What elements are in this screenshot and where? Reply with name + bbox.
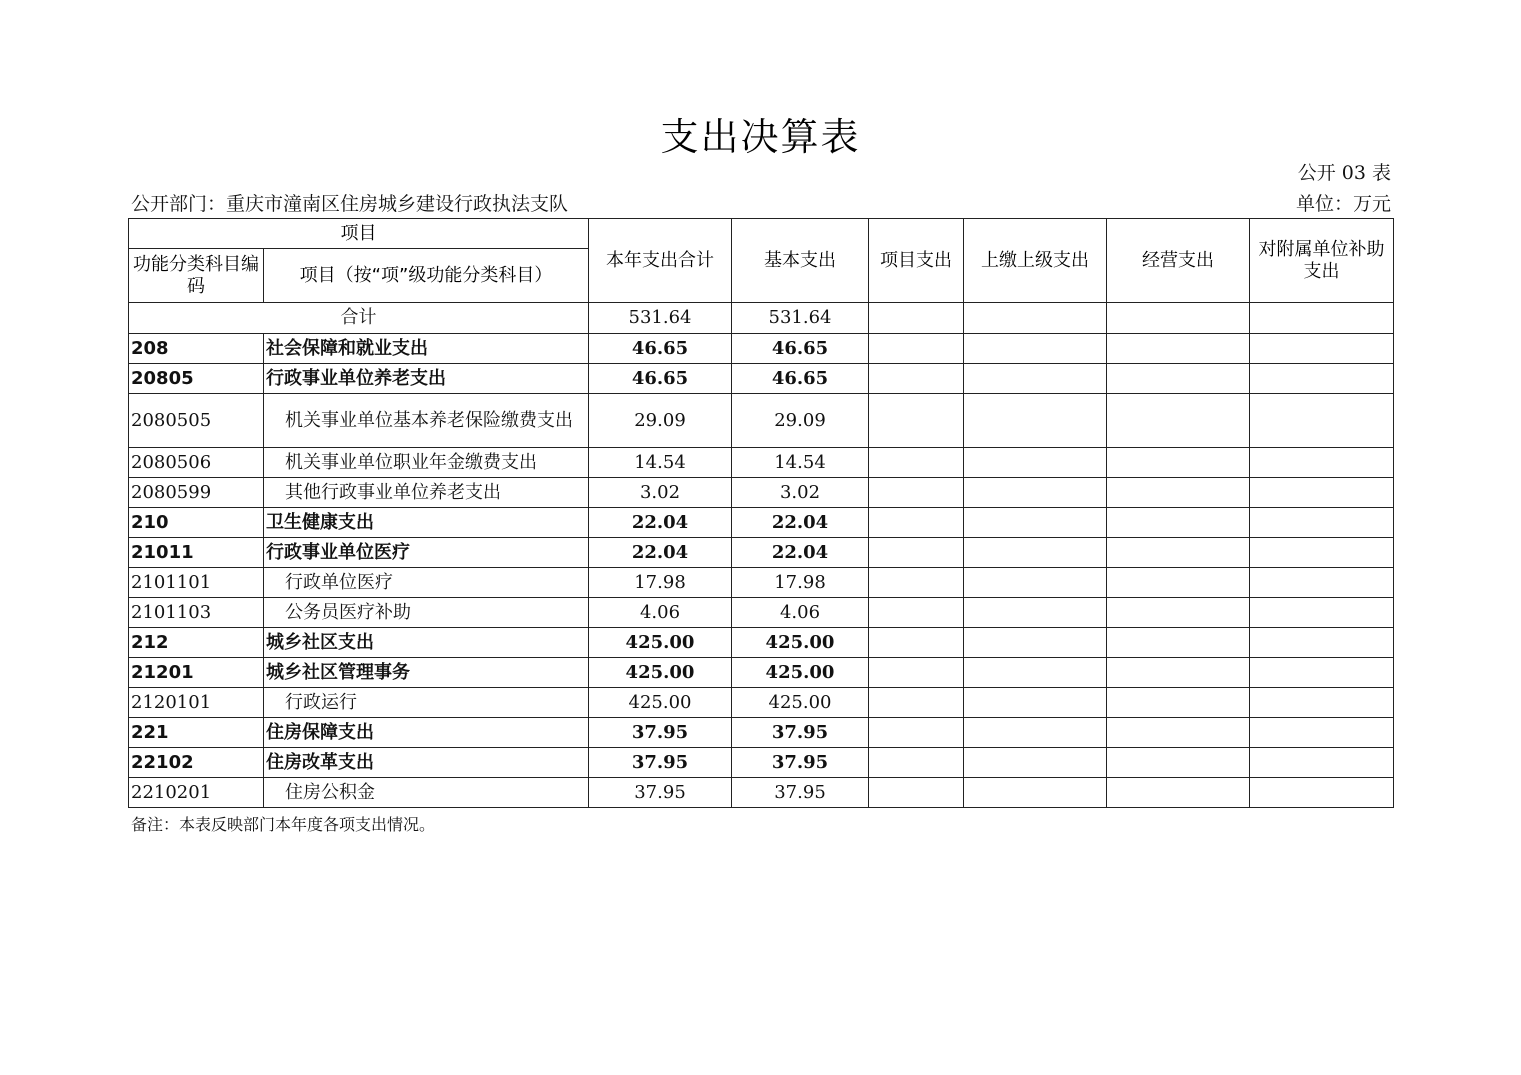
empty-cell (869, 478, 964, 508)
code-cell: 21011 (129, 538, 264, 568)
table-row (129, 718, 1394, 748)
total-row (129, 303, 1394, 334)
header-name: 项目（按“项”级功能分类科目） (264, 249, 589, 303)
empty-cell (1250, 364, 1394, 394)
code-cell: 2210201 (129, 778, 264, 808)
table-row (129, 448, 1394, 478)
empty-cell (869, 748, 964, 778)
code-cell: 21201 (129, 658, 264, 688)
empty-cell (1250, 628, 1394, 658)
empty-cell (1250, 778, 1394, 808)
empty-cell (964, 478, 1107, 508)
empty-cell (1250, 718, 1394, 748)
page-title: 支出决算表 (660, 115, 861, 159)
header-subsidy: 对附属单位补助支出 (1250, 219, 1394, 303)
total-cell: 425.00 (589, 688, 732, 718)
expenditure-table (128, 218, 1394, 808)
basic-cell: 37.95 (732, 778, 869, 808)
table-row (129, 688, 1394, 718)
empty-cell (1107, 688, 1250, 718)
table-row (129, 628, 1394, 658)
empty-cell (964, 303, 1107, 334)
header-project: 项目支出 (869, 219, 964, 303)
empty-cell (1107, 628, 1250, 658)
name-cell: 卫生健康支出 (264, 508, 589, 538)
name-cell: 行政事业单位医疗 (264, 538, 589, 568)
name-cell: 行政单位医疗 (264, 568, 589, 598)
name-cell: 行政事业单位养老支出 (264, 364, 589, 394)
total-cell: 37.95 (589, 748, 732, 778)
empty-cell (869, 364, 964, 394)
total-cell: 46.65 (589, 334, 732, 364)
empty-cell (1250, 688, 1394, 718)
table-body (129, 303, 1394, 808)
basic-cell: 425.00 (732, 628, 869, 658)
total-cell: 14.54 (589, 448, 732, 478)
empty-cell (964, 364, 1107, 394)
basic-cell: 3.02 (732, 478, 869, 508)
table-row (129, 748, 1394, 778)
empty-cell (869, 568, 964, 598)
basic-cell: 425.00 (732, 688, 869, 718)
empty-cell (1250, 448, 1394, 478)
department-label: 公开部门：重庆市潼南区住房城乡建设行政执法支队 (131, 193, 569, 215)
empty-cell (964, 718, 1107, 748)
total-cell: 22.04 (589, 538, 732, 568)
empty-cell (1107, 334, 1250, 364)
basic-cell: 4.06 (732, 598, 869, 628)
name-cell: 社会保障和就业支出 (264, 334, 589, 364)
table-row (129, 598, 1394, 628)
basic-cell: 14.54 (732, 448, 869, 478)
empty-cell (869, 394, 964, 448)
total-label: 合计 (129, 303, 589, 334)
basic-cell: 17.98 (732, 568, 869, 598)
total-cell: 37.95 (589, 778, 732, 808)
total-cell: 4.06 (589, 598, 732, 628)
name-cell: 其他行政事业单位养老支出 (264, 478, 589, 508)
code-cell: 20805 (129, 364, 264, 394)
header-business: 经营支出 (1107, 219, 1250, 303)
empty-cell (1250, 598, 1394, 628)
total-cell: 29.09 (589, 394, 732, 448)
basic-cell: 46.65 (732, 364, 869, 394)
unit-label: 单位：万元 (1295, 193, 1391, 215)
total-cell: 17.98 (589, 568, 732, 598)
code-cell: 221 (129, 718, 264, 748)
basic-cell: 46.65 (732, 334, 869, 364)
form-number: 公开 03 表 (1297, 162, 1391, 184)
empty-cell (964, 598, 1107, 628)
basic-cell: 22.04 (732, 538, 869, 568)
header-item-group: 项目 (129, 219, 589, 249)
header-total: 本年支出合计 (589, 219, 732, 303)
name-cell: 住房改革支出 (264, 748, 589, 778)
empty-cell (1107, 448, 1250, 478)
header-code: 功能分类科目编码 (129, 249, 264, 303)
code-cell: 2080506 (129, 448, 264, 478)
table-row (129, 394, 1394, 448)
empty-cell (869, 508, 964, 538)
footnote: 备注：本表反映部门本年度各项支出情况。 (131, 815, 436, 834)
basic-cell: 29.09 (732, 394, 869, 448)
empty-cell (964, 628, 1107, 658)
empty-cell (869, 778, 964, 808)
basic-cell: 22.04 (732, 508, 869, 538)
total-amount: 531.64 (589, 303, 732, 334)
table-row (129, 364, 1394, 394)
header-upper: 上缴上级支出 (964, 219, 1107, 303)
empty-cell (869, 448, 964, 478)
empty-cell (1250, 538, 1394, 568)
empty-cell (964, 394, 1107, 448)
empty-cell (1107, 718, 1250, 748)
empty-cell (1107, 568, 1250, 598)
empty-cell (964, 748, 1107, 778)
total-cell: 46.65 (589, 364, 732, 394)
empty-cell (1107, 478, 1250, 508)
code-cell: 2101103 (129, 598, 264, 628)
empty-cell (964, 778, 1107, 808)
empty-cell (1250, 334, 1394, 364)
table-row (129, 478, 1394, 508)
empty-cell (869, 688, 964, 718)
empty-cell (869, 334, 964, 364)
table-row (129, 658, 1394, 688)
basic-cell: 37.95 (732, 748, 869, 778)
empty-cell (1107, 394, 1250, 448)
table-row (129, 508, 1394, 538)
code-cell: 2101101 (129, 568, 264, 598)
empty-cell (1107, 538, 1250, 568)
name-cell: 机关事业单位职业年金缴费支出 (264, 448, 589, 478)
code-cell: 2080505 (129, 394, 264, 448)
empty-cell (869, 598, 964, 628)
code-cell: 22102 (129, 748, 264, 778)
total-basic: 531.64 (732, 303, 869, 334)
empty-cell (1107, 364, 1250, 394)
empty-cell (964, 658, 1107, 688)
empty-cell (869, 303, 964, 334)
empty-cell (964, 688, 1107, 718)
empty-cell (1107, 778, 1250, 808)
name-cell: 城乡社区管理事务 (264, 658, 589, 688)
table-row (129, 568, 1394, 598)
empty-cell (964, 448, 1107, 478)
code-cell: 212 (129, 628, 264, 658)
name-cell: 行政运行 (264, 688, 589, 718)
name-cell: 公务员医疗补助 (264, 598, 589, 628)
empty-cell (1250, 303, 1394, 334)
name-cell: 机关事业单位基本养老保险缴费支出 (264, 394, 589, 448)
empty-cell (869, 718, 964, 748)
total-cell: 22.04 (589, 508, 732, 538)
table-row (129, 334, 1394, 364)
empty-cell (869, 538, 964, 568)
name-cell: 住房公积金 (264, 778, 589, 808)
table-row (129, 778, 1394, 808)
basic-cell: 425.00 (732, 658, 869, 688)
header-basic: 基本支出 (732, 219, 869, 303)
code-cell: 2080599 (129, 478, 264, 508)
empty-cell (1250, 478, 1394, 508)
empty-cell (964, 508, 1107, 538)
empty-cell (1107, 508, 1250, 538)
empty-cell (1107, 598, 1250, 628)
code-cell: 210 (129, 508, 264, 538)
total-cell: 425.00 (589, 658, 732, 688)
total-cell: 3.02 (589, 478, 732, 508)
empty-cell (1107, 658, 1250, 688)
empty-cell (964, 568, 1107, 598)
code-cell: 208 (129, 334, 264, 364)
empty-cell (1250, 658, 1394, 688)
empty-cell (869, 628, 964, 658)
code-cell: 2120101 (129, 688, 264, 718)
basic-cell: 37.95 (732, 718, 869, 748)
empty-cell (1250, 568, 1394, 598)
empty-cell (1107, 303, 1250, 334)
total-cell: 37.95 (589, 718, 732, 748)
empty-cell (1250, 394, 1394, 448)
empty-cell (869, 658, 964, 688)
table-row (129, 538, 1394, 568)
empty-cell (964, 334, 1107, 364)
total-cell: 425.00 (589, 628, 732, 658)
empty-cell (1250, 748, 1394, 778)
name-cell: 城乡社区支出 (264, 628, 589, 658)
empty-cell (964, 538, 1107, 568)
empty-cell (1250, 508, 1394, 538)
empty-cell (1107, 748, 1250, 778)
name-cell: 住房保障支出 (264, 718, 589, 748)
